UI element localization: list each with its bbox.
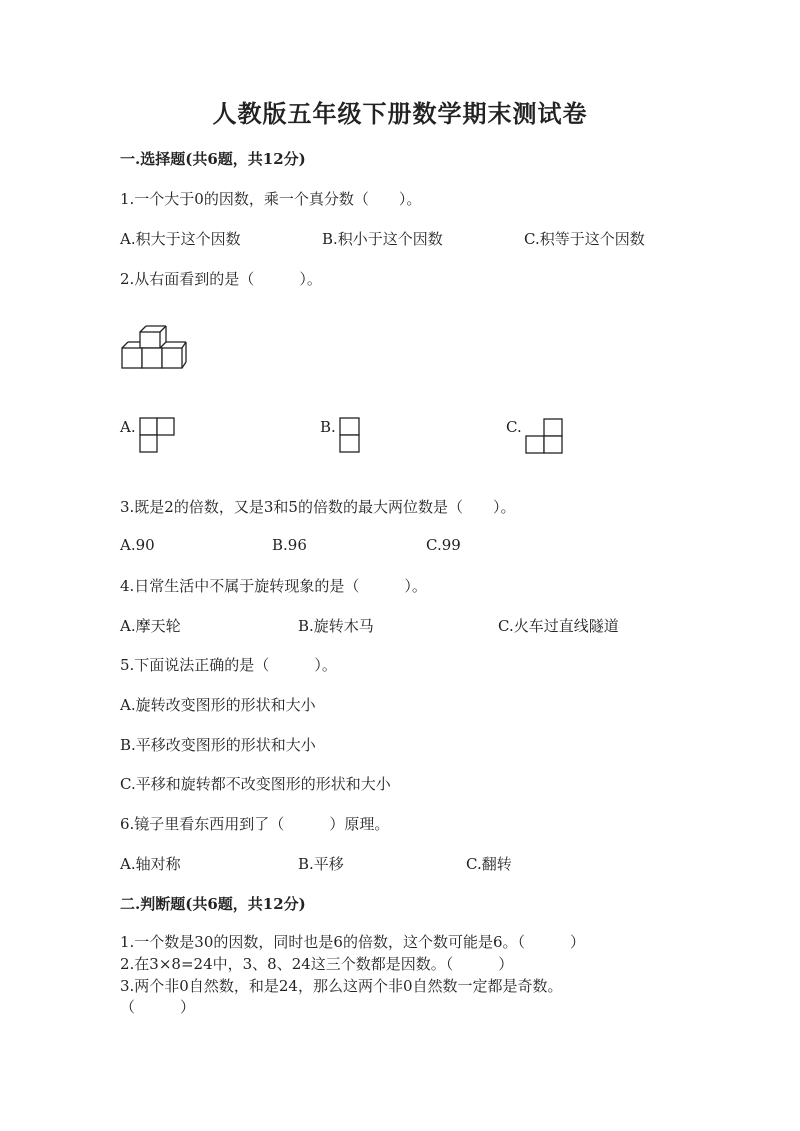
question-1-5: 5.下面说法正确的是（ ）。 <box>120 656 337 674</box>
q1-2-option-b: B. <box>320 418 336 436</box>
q1-3-option-b: B.96 <box>272 536 307 554</box>
q1-5-option-c: C.平移和旋转都不改变图形的形状和大小 <box>120 775 391 793</box>
question-1-4: 4.日常生活中不属于旋转现象的是（ ）。 <box>120 577 427 595</box>
q1-1-option-b: B.积小于这个因数 <box>322 230 443 248</box>
q1-2-option-c: C. <box>506 418 522 436</box>
option-b-view-figure <box>339 417 361 453</box>
option-c-view-figure <box>524 418 564 454</box>
question-2-1: 1.一个数是30的因数，同时也是6的倍数，这个数可能是6。（ ） <box>120 933 585 951</box>
question-2-2: 2.在3×8=24中，3、8、24这三个数都是因数。（ ） <box>120 955 514 973</box>
section-1-heading: 一.选择题(共6题，共12分) <box>120 150 306 168</box>
cube-stack-figure <box>120 322 190 372</box>
q1-3-option-a: A.90 <box>120 536 155 554</box>
question-1-2: 2.从右面看到的是（ ）。 <box>120 270 322 288</box>
q1-6-option-a: A.轴对称 <box>120 855 181 873</box>
question-2-3-answer-blank: （ ） <box>120 998 196 1016</box>
q1-4-option-c: C.火车过直线隧道 <box>498 617 619 635</box>
q1-6-option-b: B.平移 <box>298 855 344 873</box>
question-2-3: 3.两个非0自然数，和是24，那么这两个非0自然数一定都是奇数。 <box>120 977 563 995</box>
question-1-3: 3.既是2的倍数，又是3和5的倍数的最大两位数是（ ）。 <box>120 498 516 516</box>
q1-4-option-a: A.摩天轮 <box>120 617 181 635</box>
question-1-1: 1.一个大于0的因数，乘一个真分数（ ）。 <box>120 190 422 208</box>
q1-5-option-b: B.平移改变图形的形状和大小 <box>120 736 316 754</box>
q1-4-option-b: B.旋转木马 <box>298 617 374 635</box>
q1-1-option-c: C.积等于这个因数 <box>524 230 645 248</box>
q1-2-option-a: A. <box>120 418 136 436</box>
section-2-heading: 二.判断题(共6题，共12分) <box>120 895 306 913</box>
q1-3-option-c: C.99 <box>426 536 461 554</box>
q1-5-option-a: A.旋转改变图形的形状和大小 <box>120 696 316 714</box>
question-1-6: 6.镜子里看东西用到了（ ）原理。 <box>120 815 390 833</box>
q1-1-option-a: A.积大于这个因数 <box>120 230 241 248</box>
q1-6-option-c: C.翻转 <box>466 855 512 873</box>
page-title: 人教版五年级下册数学期末测试卷 <box>212 99 588 128</box>
option-a-view-figure <box>139 417 177 453</box>
